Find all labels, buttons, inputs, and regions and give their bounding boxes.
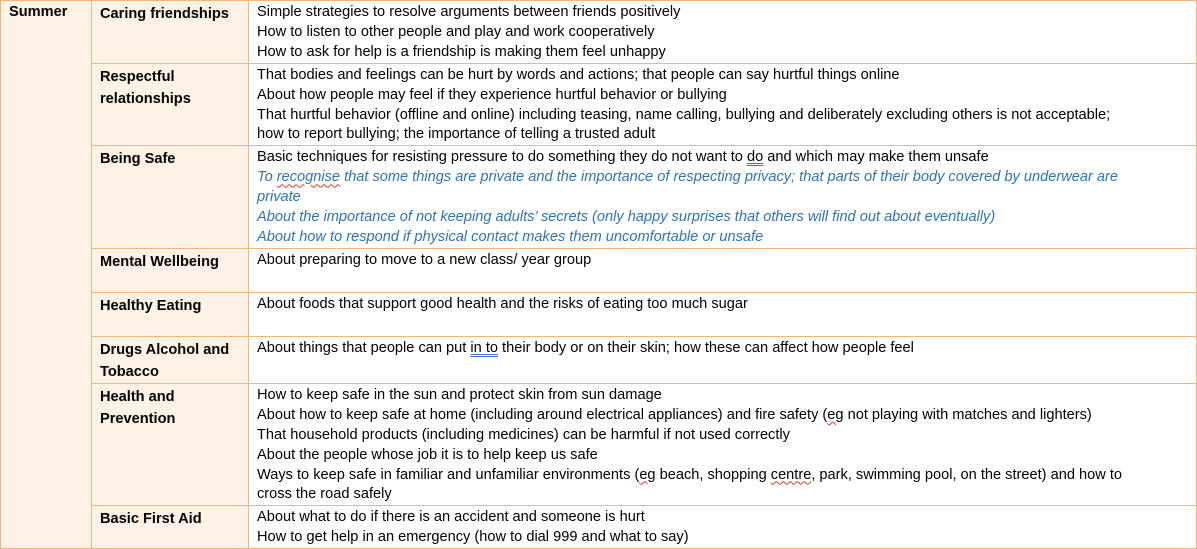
content-line [257, 23, 1190, 43]
table-row [1, 506, 1197, 549]
text-segment: About what to do if there is an accident and someone is hurt [257, 509, 645, 526]
content-cell [249, 248, 1197, 292]
text-segment: That household products (including medicines) can be harmful if not used correctly [257, 426, 790, 443]
text-segment: About the importance of not keeping adults’ secrets (only happy surprises that others will find out about eventually) [257, 209, 996, 226]
content-cell [249, 292, 1197, 336]
text-segment: That hurtful behavior (offline and online) including teasing, name calling, bullying and deliberately excluding others is not acceptable; [257, 106, 1111, 123]
spellcheck-word[interactable]: eg [827, 406, 844, 423]
table-row [1, 248, 1197, 292]
text-segment: Simple strategies to resolve arguments between friends positively [257, 4, 681, 20]
content-line [257, 339, 1190, 359]
text-segment: To [257, 169, 277, 186]
content-line [257, 386, 1190, 406]
topic-cell: Healthy Eating [92, 292, 249, 336]
spellcheck-word[interactable]: eg [639, 466, 656, 483]
content-line [257, 406, 1190, 426]
content-line [257, 426, 1190, 446]
content-line [257, 208, 1190, 228]
content-line [257, 228, 1190, 248]
text-segment: How to get help in an emergency (how to dial 999 and what to say) [257, 529, 689, 546]
spellcheck-word[interactable]: do [746, 149, 764, 166]
text-segment: About the people whose job it is to help keep us safe [257, 446, 598, 463]
content-cell [249, 63, 1197, 146]
table-row [1, 336, 1197, 383]
content-cell [249, 383, 1197, 505]
text-segment: How to keep safe in the sun and protect skin from sun damage [257, 386, 662, 403]
topic-cell: Mental Wellbeing [92, 248, 249, 292]
content-line [257, 3, 1190, 23]
topic-cell: Being Safe [92, 146, 249, 249]
content-line [257, 106, 1190, 126]
topic-cell: Caring friendships [92, 1, 249, 64]
topic-cell: Basic First Aid [92, 506, 249, 549]
table-row [1, 146, 1197, 249]
table-row [1, 383, 1197, 505]
content-line [257, 168, 1190, 188]
text-segment: not playing with matches and lighters) [843, 406, 1092, 423]
table-row [1, 63, 1197, 146]
text-segment: beach, shopping [655, 466, 771, 483]
content-cell [249, 1, 1197, 64]
content-line [257, 251, 1190, 271]
text-segment: that some things are private and the importance of respecting privacy; that parts of their body covered by underwear are [340, 169, 1118, 186]
text-segment: How to listen to other people and play and work cooperatively [257, 23, 655, 40]
text-segment: private [257, 189, 301, 206]
content-cell [249, 146, 1197, 249]
content-line [257, 446, 1190, 466]
content-line [257, 528, 1190, 548]
text-segment: About how to keep safe at home (including around electrical appliances) and fire safety ( [257, 406, 828, 423]
text-segment: and which may make them unsafe [763, 149, 989, 166]
table-row [1, 1, 1197, 64]
topic-cell: Health and Prevention [92, 383, 249, 505]
content-line [257, 86, 1190, 106]
text-segment: That bodies and feelings can be hurt by words and actions; that people can say hurtful things online [257, 66, 900, 83]
content-line [257, 466, 1190, 486]
curriculum-table-body [1, 1, 1197, 549]
text-segment: Ways to keep safe in familiar and unfamiliar environments ( [257, 466, 640, 483]
spellcheck-word[interactable]: recognise [276, 169, 341, 186]
text-segment: About preparing to move to a new class/ year group [257, 251, 592, 268]
term-cell: Summer [1, 1, 92, 549]
text-segment: About how people may feel if they experience hurtful behavior or bullying [257, 86, 727, 103]
content-line [257, 295, 1190, 315]
content-line [257, 508, 1190, 528]
text-segment: About how to respond if physical contact makes them uncomfortable or unsafe [257, 228, 764, 245]
content-line [257, 43, 1190, 63]
text-segment: their body or on their skin; how these can affect how people feel [498, 339, 914, 356]
content-cell [249, 506, 1197, 549]
text-segment: How to ask for help is a friendship is making them feel unhappy [257, 43, 666, 60]
table-row [1, 292, 1197, 336]
content-line [257, 188, 1190, 208]
content-line [257, 125, 1190, 145]
spellcheck-word[interactable]: in to [470, 339, 498, 356]
content-line [257, 66, 1190, 86]
text-segment: how to report bullying; the importance of telling a trusted adult [257, 126, 656, 143]
topic-cell: Drugs Alcohol and Tobacco [92, 336, 249, 383]
text-segment: cross the road safely [257, 486, 392, 503]
content-line [257, 485, 1190, 505]
spellcheck-word[interactable]: centre [770, 466, 812, 483]
text-segment: About things that people can put [257, 339, 471, 356]
text-segment: , park, swimming pool, on the street) and how to [811, 466, 1123, 483]
text-segment: About foods that support good health and the risks of eating too much sugar [257, 295, 748, 312]
content-cell [249, 336, 1197, 383]
text-segment: Basic techniques for resisting pressure to do something they do not want to [257, 149, 747, 166]
topic-cell: Respectful relationships [92, 63, 249, 146]
content-line [257, 148, 1190, 168]
